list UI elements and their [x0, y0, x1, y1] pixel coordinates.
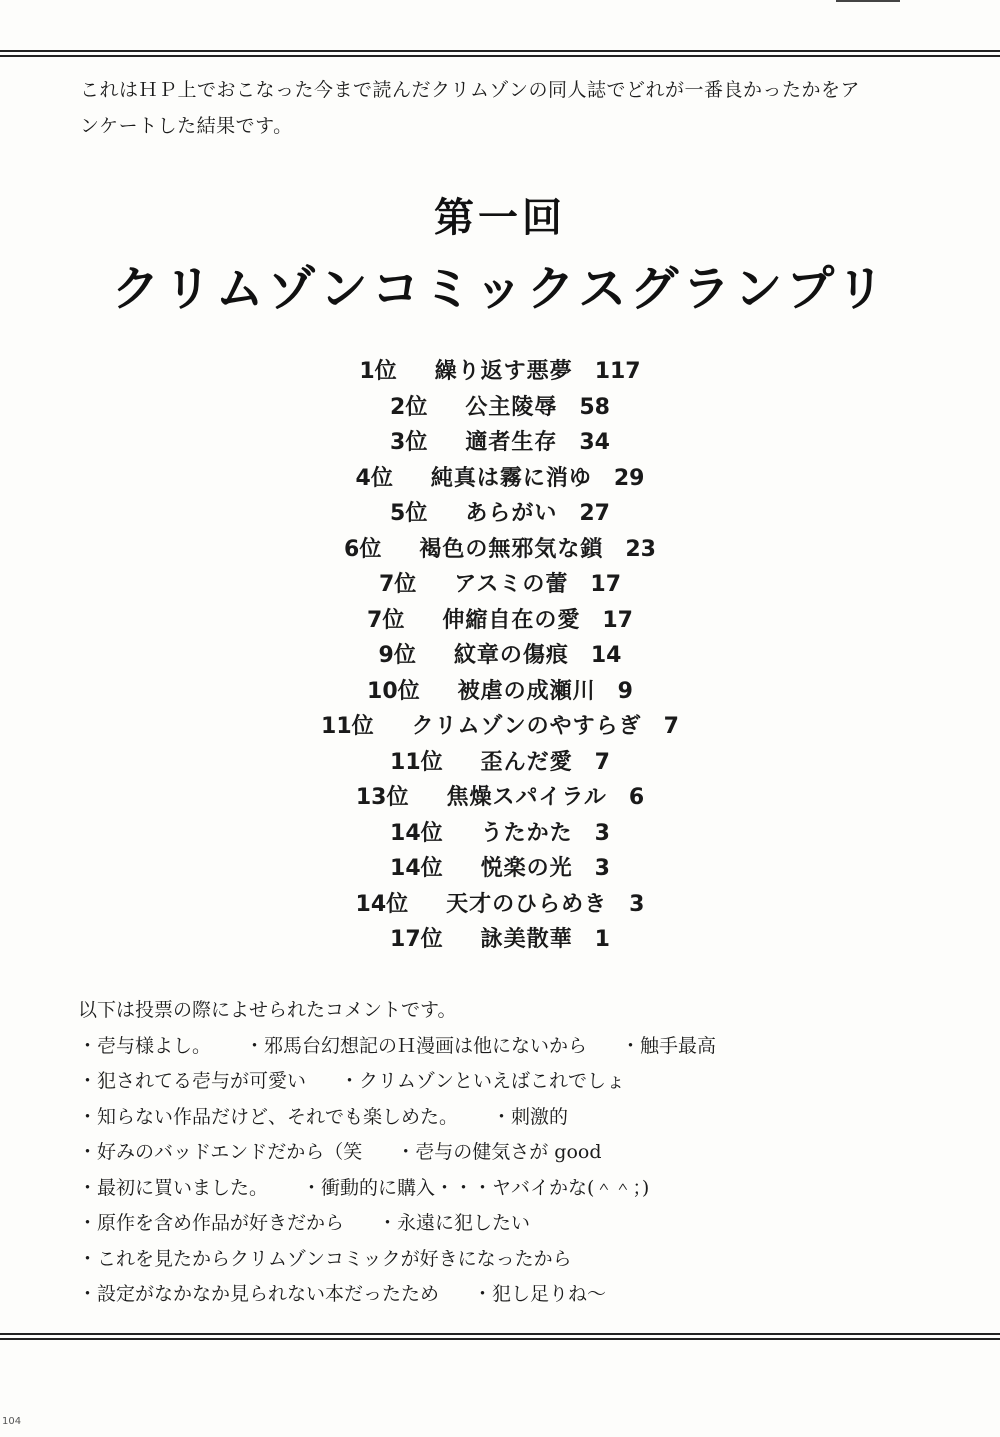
ranking-row: [0, 425, 1000, 461]
ranking-row: [0, 851, 1000, 887]
ranking-row: [0, 354, 1000, 390]
comment-line: [78, 1206, 938, 1242]
ranking-row: [0, 674, 1000, 710]
rank-place: 17位: [390, 927, 443, 952]
rank-title: 詠美散華: [480, 927, 573, 952]
top-edge-mark: [836, 0, 900, 2]
ranking-row: [0, 638, 1000, 674]
rank-place: 10位: [367, 678, 420, 704]
rank-votes: 29: [613, 465, 645, 491]
rank-title: 繰り返す悪夢: [434, 359, 573, 384]
comment-line: [78, 1064, 938, 1100]
rank-votes: 117: [594, 359, 641, 384]
rank-votes: 7: [594, 749, 610, 775]
comment-item: ・最初に買いました。: [78, 1176, 269, 1199]
comment-item: ・設定がなかなか見られない本だったため: [78, 1283, 440, 1305]
ranking-row: [0, 816, 1000, 852]
comment-item: ・永遠に犯したい: [378, 1212, 531, 1234]
heading-title: クリムゾンコミックスグランプリ: [111, 261, 889, 317]
rank-votes: 9: [617, 678, 633, 704]
comment-item: ・原作を含め作品が好きだから: [78, 1212, 345, 1234]
comment-item: ・犯されてる壱与が可愛い: [78, 1070, 307, 1092]
comment-line: [78, 1029, 938, 1065]
rank-place: 6位: [344, 536, 382, 562]
rank-title: クリムゾンのやすらぎ: [411, 714, 642, 739]
comment-line: [78, 1171, 938, 1207]
comment-line: [78, 1277, 938, 1313]
ranking-row: [0, 780, 1000, 816]
comment-item: ・邪馬台幻想記のＨ漫画は他にないから: [245, 1034, 588, 1057]
rank-place: 2位: [390, 394, 428, 420]
ranking-row: [0, 709, 1000, 745]
comment-item: ・壱与様よし。: [78, 1034, 212, 1057]
rank-place: 1位: [359, 359, 397, 384]
ranking-row: [0, 887, 1000, 923]
comment-item: ・刺激的: [492, 1105, 569, 1128]
rank-place: 9位: [378, 643, 416, 668]
rank-votes: 1: [594, 927, 610, 952]
ranking-row: [0, 745, 1000, 781]
rank-place: 5位: [390, 501, 428, 526]
rank-title: うたかた: [480, 820, 573, 846]
rank-votes: 17: [602, 607, 633, 633]
intro-line-1: これはＨＰ上でおこなった今まで読んだクリムゾンの同人誌でどれが一番良かったかをア: [80, 79, 861, 101]
ranking-row: [0, 390, 1000, 426]
ranking-row: [0, 532, 1000, 568]
ranking-row: [0, 603, 1000, 639]
rank-title: 紋章の傷痕: [453, 643, 569, 668]
ranking-list: [0, 354, 1000, 958]
comment-line: [78, 1135, 938, 1171]
bottom-double-rule: [0, 1333, 1000, 1340]
rank-votes: 14: [590, 643, 622, 668]
rank-title: 被虐の成瀬川: [457, 678, 596, 704]
comment-item: ・犯し足りね～: [473, 1283, 607, 1305]
ranking-row: [0, 567, 1000, 603]
page-corner-mark: 104: [2, 1416, 22, 1427]
ranking-row: [0, 496, 1000, 532]
rank-title: あらがい: [465, 501, 558, 526]
comment-item: ・衝動的に購入・・・ヤバイかな(＾＾；): [302, 1176, 650, 1199]
comments-section: [78, 993, 938, 1313]
rank-place: 14位: [390, 856, 443, 881]
rank-place: 4位: [355, 465, 393, 491]
rank-votes: 7: [663, 714, 679, 739]
rank-title: 褐色の無邪気な鎖: [419, 536, 604, 562]
intro-line-2: ンケートした結果です。: [80, 115, 293, 137]
rank-place: 7位: [378, 572, 417, 597]
rank-title: 天才のひらめき: [446, 891, 608, 917]
rank-title: 公主陵辱: [465, 394, 558, 420]
rank-votes: 3: [629, 891, 645, 917]
rank-title: 適者生存: [465, 430, 558, 455]
rank-title: 伸縮自在の愛: [442, 607, 581, 633]
rank-place: 7位: [367, 607, 405, 633]
rank-place: 3位: [390, 430, 428, 455]
rank-votes: 58: [579, 394, 610, 420]
comment-item: ・壱与の健気さが good: [396, 1141, 602, 1163]
comment-item: ・クリムゾンといえばこれでしょ: [340, 1070, 626, 1092]
rank-title: アスミの蕾: [454, 572, 569, 597]
comment-item: ・触手最高: [621, 1034, 717, 1057]
ranking-row: [0, 461, 1000, 497]
rank-place: 13位: [355, 785, 409, 810]
rank-place: 11位: [390, 749, 443, 775]
comments-list: [78, 1029, 938, 1313]
rank-votes: 17: [590, 572, 622, 597]
rank-title: 歪んだ愛: [480, 749, 573, 775]
intro-paragraph: [80, 72, 940, 144]
comment-item: ・これを見たからクリムゾンコミックが好きになったから: [78, 1247, 572, 1270]
comments-lead: 以下は投票の際によせられたコメントです。: [78, 999, 457, 1021]
rank-votes: 27: [579, 501, 610, 526]
rank-votes: 3: [594, 820, 610, 846]
rank-votes: 23: [625, 536, 656, 562]
heading-edition: 第一回: [434, 195, 566, 241]
rank-title: 純真は霧に消ゆ: [430, 465, 592, 491]
comment-line: [78, 1242, 938, 1278]
comment-line: [78, 1100, 938, 1136]
rank-place: 14位: [390, 820, 443, 846]
rank-place: 11位: [321, 714, 374, 739]
rank-votes: 6: [628, 785, 645, 810]
comment-item: ・好みのバッドエンドだから（笑: [78, 1141, 363, 1163]
rank-title: 焦燥スパイラル: [446, 785, 607, 810]
rank-place: 14位: [355, 891, 409, 917]
rank-votes: 34: [579, 430, 610, 455]
rank-title: 悦楽の光: [480, 856, 573, 881]
rank-votes: 3: [594, 856, 610, 881]
ranking-row: [0, 922, 1000, 958]
top-double-rule: [0, 50, 1000, 57]
comment-item: ・知らない作品だけど、それでも楽しめた。: [78, 1105, 459, 1128]
